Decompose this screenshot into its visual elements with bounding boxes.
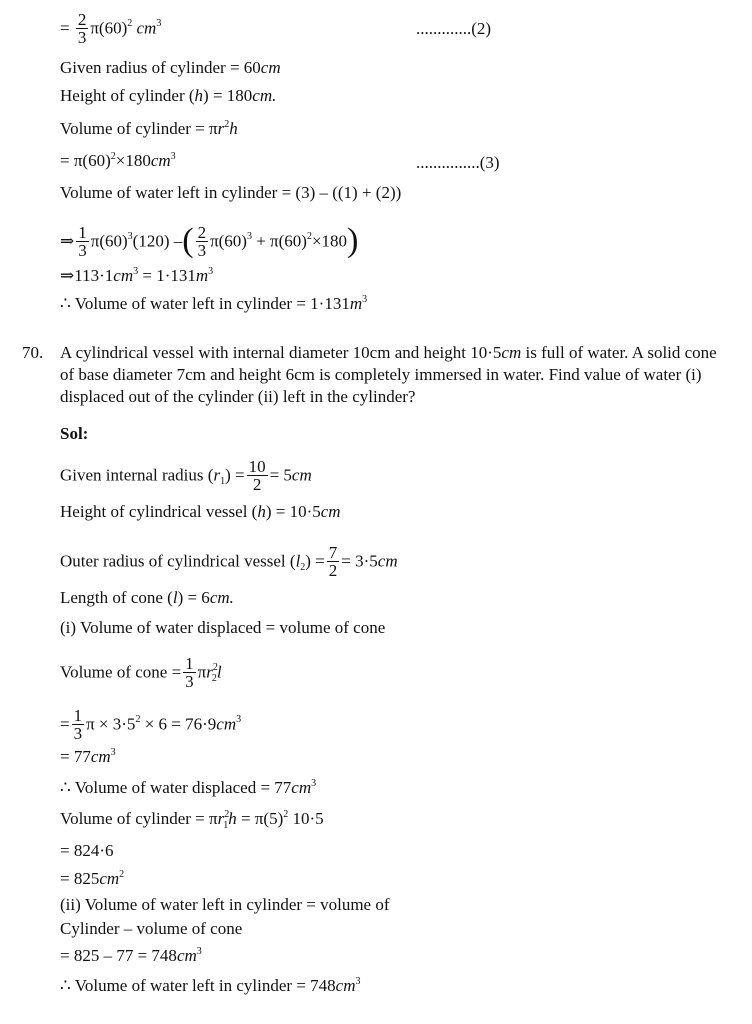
equation-line: = $\frac{1}{3}$ $\pi \times 3\cdot 5^2 \times 6 = 76\cdot 9cm^3$ xyxy=(60,706,242,743)
question-text: A cylindrical vessel with internal diameter 10cm and height 10·5cm is full of water. A solid cone of base diameter 7cm and height 6cm is completely immersed in water. Find value of water (i) displaced out of the cylinder (ii) left in the cylinder? xyxy=(60,343,717,406)
fraction: $\frac{7}{2}$ xyxy=(328,543,338,580)
equation-line: ⇒ $\frac{1}{3}$ $\pi(60)^3(120)$ –( $\frac{2}{3}$ $\pi(60)^3 + \pi(60)^2\times 180$) xyxy=(60,221,359,260)
equation-line: Volume of cylinder = $\pi r^2_1h = \pi(5)^2$ 10·5 xyxy=(60,809,324,831)
fraction: $\frac{2}{3}$ xyxy=(77,10,87,47)
equation-line: = $825cm^2$ xyxy=(60,869,125,888)
fraction: $\frac{1}{3}$ xyxy=(185,654,194,691)
equation-ref: ...............(3) xyxy=(416,153,500,172)
equation-line: $\Rightarrow 113\cdot 1cm^3 = 1\cdot 131m^3$ xyxy=(60,266,214,285)
equation-line: = $\frac{2}{3}$ $\pi(60)^2$ $cm^3$ xyxy=(60,10,162,47)
equation-line: = $825 - 77 = 748cm^3$ xyxy=(60,946,202,965)
text-line: Given radius of cylinder = 60cm xyxy=(60,58,281,77)
text-line: Volume of cylinder = $\pi r^2h$ xyxy=(60,119,238,138)
text-line: ∴ Volume of water left in cylinder = $1\cdot 131m^3$ xyxy=(60,294,368,313)
equation-line: = $77cm^3$ xyxy=(60,747,116,766)
text-line: Cylinder – volume of cone xyxy=(60,919,243,938)
text-line: ∴ Volume of water displaced = $77cm^3$ xyxy=(60,778,317,797)
equation-line: = $\pi(60)^2\times 180cm^3$ xyxy=(60,151,176,170)
solution-heading: Sol: xyxy=(60,424,89,443)
text-line: (ii) Volume of water left in cylinder = volume of xyxy=(60,895,390,914)
fraction: $\frac{1}{3}$ xyxy=(73,706,83,743)
text-line: Height of cylindrical vessel (h) = 10·5cm xyxy=(60,502,341,521)
question-number: 70. xyxy=(22,343,44,362)
fraction: $\frac{1}{3}$ xyxy=(78,223,87,260)
text-line: Height of cylinder (h) = 180cm. xyxy=(60,86,277,105)
text-line: (i) Volume of water displaced = volume of cone xyxy=(60,618,386,637)
equation-line: Given internal radius $(r_1)$ = $\frac{10}{2}$ = 5cm xyxy=(60,457,312,494)
equation-ref: .............(2) xyxy=(416,19,492,38)
equation-line: Outer radius of cylindrical vessel $(l_2)$ = $\frac{7}{2}$ = 3·5cm xyxy=(60,543,398,580)
text-line: Volume of water left in cylinder = (3) – ((1) + (2)) xyxy=(60,183,402,202)
equation-line: = 824·6 xyxy=(60,841,114,860)
text-line: Length of cone (l) = 6cm. xyxy=(60,588,234,607)
equation-line: Volume of cone = $\frac{1}{3}$ $\pi r^2_2l$ xyxy=(60,654,222,691)
fraction: $\frac{10}{2}$ xyxy=(248,457,266,494)
text-line: ∴ Volume of water left in cylinder = $748cm^3$ xyxy=(60,976,361,995)
fraction: $\frac{2}{3}$ xyxy=(197,223,207,260)
